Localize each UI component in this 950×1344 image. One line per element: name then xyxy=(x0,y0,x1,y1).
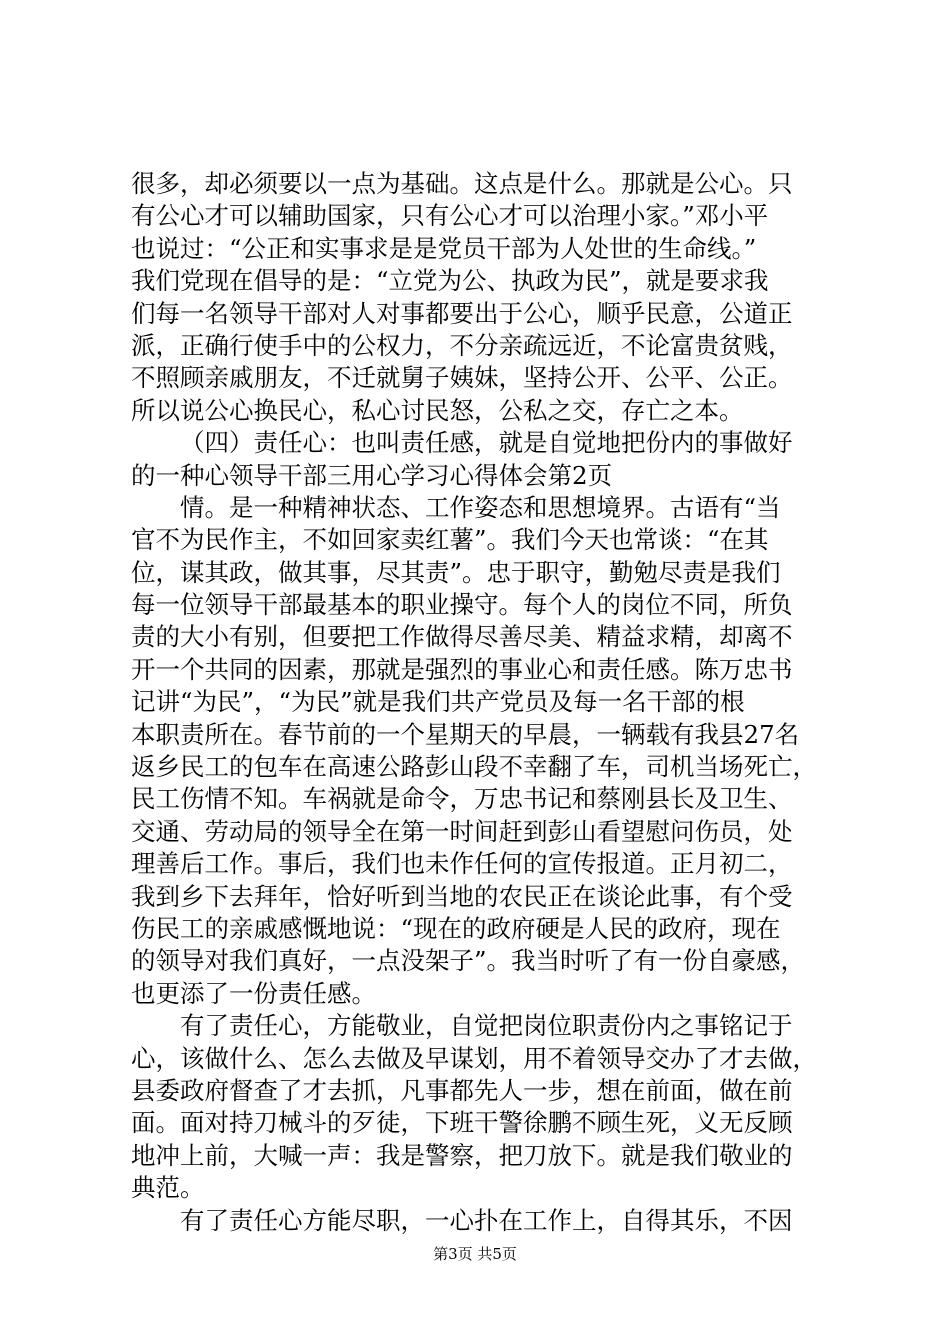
text-line: 所以说公心换民心，私心讨民怒，公私之交，存亡之本。 xyxy=(131,395,744,425)
text-line: 县委政府督查了才去抓，凡事都先人一步，想在前面，做在前 xyxy=(131,1075,793,1105)
text-line: 官不为民作主，不如回家卖红薯”。我们今天也常谈：“在其 xyxy=(131,525,769,555)
text-line: 也说过：“公正和实事求是是党员干部为人处世的生命线。” xyxy=(131,233,757,263)
text-line: 本职责所在。春节前的一个星期天的早晨，一辆载有我县27名 xyxy=(131,719,800,749)
text-line: 很多，却必须要以一点为基础。这点是什么。那就是公心。只 xyxy=(131,169,793,198)
text-line: 我到乡下去拜年，恰好听到当地的农民正在谈论此事，有个受 xyxy=(131,881,793,911)
text-line: 不照顾亲戚朋友，不迁就舅子姨妹，坚持公开、公平、公正。 xyxy=(131,363,793,393)
text-line: 有了责任心，方能敬业，自觉把岗位职责份内之事铭记于 xyxy=(180,1011,793,1041)
body-text xyxy=(131,168,831,1237)
text-line: 民工伤情不知。车祸就是命令，万忠书记和蔡刚县长及卫生、 xyxy=(131,784,793,814)
text-line: 我们党现在倡导的是：“立党为公、执政为民”，就是要求我 xyxy=(131,266,769,296)
text-line: 情。是一种精神状态、工作姿态和思想境界。古语有“当 xyxy=(180,492,781,522)
text-line: 有公心才可以辅助国家，只有公心才可以治理小家。”邓小平 xyxy=(131,201,769,231)
text-line: 每一位领导干部最基本的职业操守。每个人的岗位不同，所负 xyxy=(131,590,793,620)
text-line: 派，正确行使手中的公权力，不分亲疏远近，不论富贵贫贱， xyxy=(131,330,793,360)
text-line: 记讲“为民”，“为民”就是我们共产党员及每一名干部的根 xyxy=(131,687,745,717)
text-line: （四）责任心：也叫责任感，就是自觉地把份内的事做好 xyxy=(180,428,793,458)
text-line: 的一种心领导干部三用心学习心得体会第2页 xyxy=(131,460,613,490)
text-line: 交通、劳动局的领导全在第一时间赶到彭山看望慰问伤员，处 xyxy=(131,816,793,846)
text-line: 责的大小有别，但要把工作做得尽善尽美、精益求精，却离不 xyxy=(131,622,793,652)
text-line: 们每一名领导干部对人对事都要出于公心，顺乎民意，公道正 xyxy=(131,298,793,328)
text-line: 理善后工作。事后，我们也未作任何的宣传报道。正月初二， xyxy=(131,849,793,879)
text-line: 典范。 xyxy=(131,1173,205,1203)
text-line: 也更添了一份责任感。 xyxy=(131,978,376,1008)
text-line: 位，谋其政，做其事，尽其责”。忠于职守，勤勉尽责是我们 xyxy=(131,557,781,587)
text-line: 地冲上前，大喊一声：我是警察，把刀放下。就是我们敬业的 xyxy=(131,1140,793,1170)
text-line: 心，该做什么、怎么去做及早谋划，用不着领导交办了才去做， xyxy=(131,1043,817,1073)
page-footer: 第3页 共5页 xyxy=(433,1245,517,1263)
text-line: 伤民工的亲戚感慨地说：“现在的政府硬是人民的政府，现在 xyxy=(131,913,781,943)
text-line: 有了责任心方能尽职，一心扑在工作上，自得其乐，不因 xyxy=(180,1205,793,1235)
text-line: 返乡民工的包车在高速公路彭山段不幸翻了车，司机当场死亡， xyxy=(131,752,817,782)
text-line: 的领导对我们真好，一点没架子”。我当时听了有一份自豪感， xyxy=(131,946,806,976)
text-line: 开一个共同的因素，那就是强烈的事业心和责任感。陈万忠书 xyxy=(131,654,793,684)
text-line: 面。面对持刀械斗的歹徒，下班干警徐鹏不顾生死，义无反顾 xyxy=(131,1108,793,1138)
